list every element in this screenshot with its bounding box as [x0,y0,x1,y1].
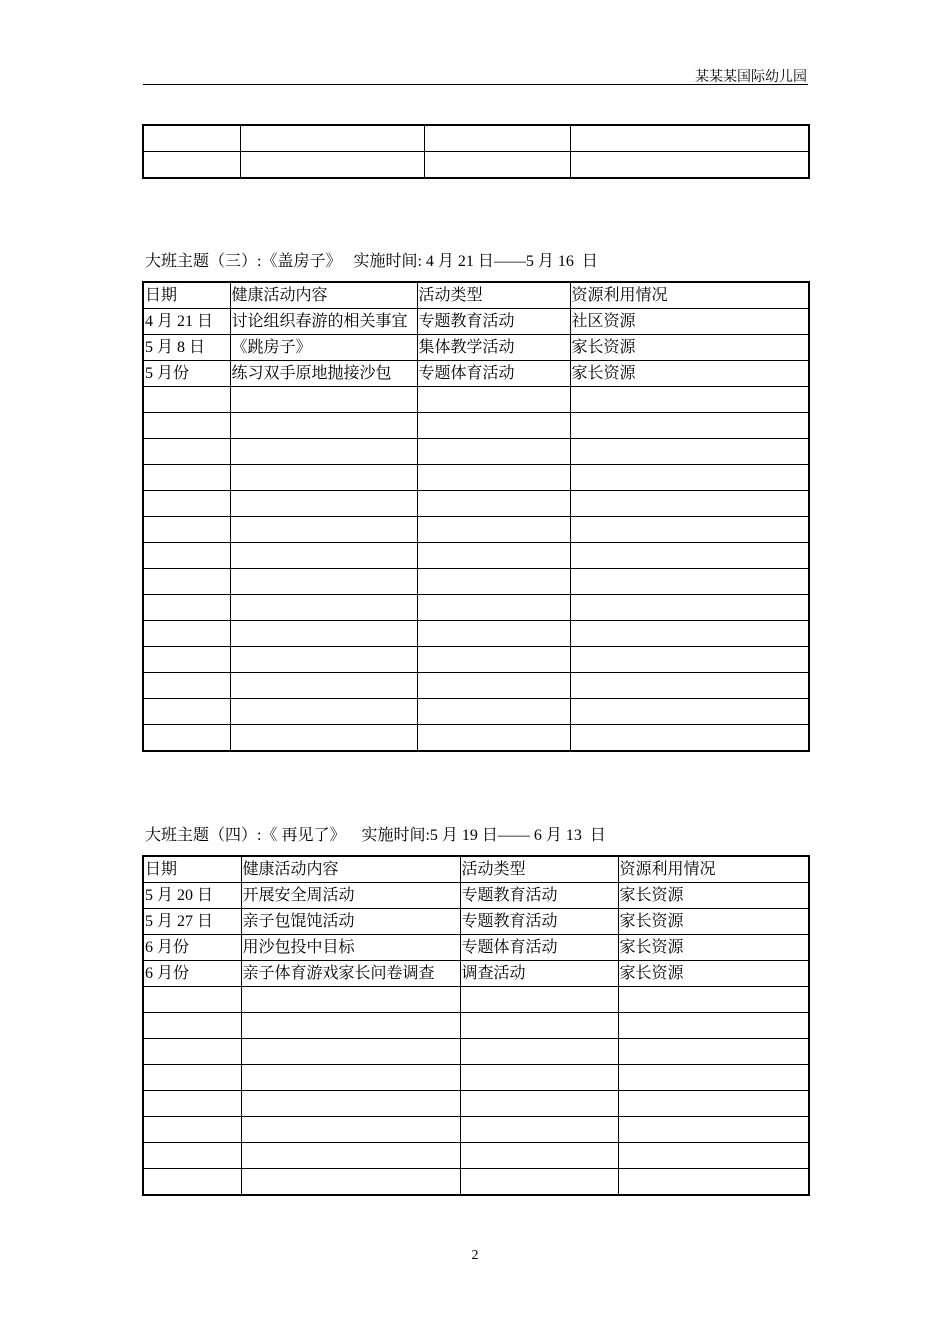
table-cell [417,673,570,699]
table-cell [241,1117,460,1143]
table-cell [570,569,809,595]
table-cell [143,699,230,725]
table-row [143,465,809,491]
table-cell: 专题教育活动 [460,909,618,935]
table-cell [241,1013,460,1039]
table-cell [143,725,230,752]
table-cell: 用沙包投中目标 [241,935,460,961]
table-cell: 健康活动内容 [241,856,460,883]
table-row [143,699,809,725]
table-cell [460,1143,618,1169]
table-cell: 《跳房子》 [230,335,417,361]
table-cell: 5 月份 [143,361,230,387]
table-cell [417,465,570,491]
header-school-name: 某某某国际幼儿园 [695,70,807,85]
table-row [143,125,809,152]
table-cell [417,725,570,752]
table-row [143,1117,809,1143]
table-cell: 家长资源 [618,935,809,961]
table-row [143,517,809,543]
table-cell [143,673,230,699]
table-cell: 亲子体育游戏家长问卷调查 [241,961,460,987]
table-header-row [143,856,809,883]
table-cell [417,595,570,621]
table-row [143,335,809,361]
table-cell: 日期 [143,282,230,309]
table-cell: 专题教育活动 [417,309,570,335]
table-cell: 家长资源 [570,335,809,361]
table-row [143,673,809,699]
table-cell: 4 月 21 日 [143,309,230,335]
table-cell [570,413,809,439]
table-row [143,361,809,387]
section-title-theme-4: 大班主题（四）:《 再见了》 实施时间:5 月 19 日—— 6 月 13 日 [145,827,606,844]
table-cell: 资源利用情况 [570,282,809,309]
table-row [143,1169,809,1196]
table-cell: 活动类型 [417,282,570,309]
table-row [143,1091,809,1117]
table-cell [460,987,618,1013]
table-cell: 亲子包馄饨活动 [241,909,460,935]
table-cell: 专题教育活动 [460,883,618,909]
table-cell [230,517,417,543]
table-cell [230,569,417,595]
table-cell [570,699,809,725]
table-row [143,1143,809,1169]
table-cell [143,1039,241,1065]
table-cell: 6 月份 [143,961,241,987]
table-cell [143,595,230,621]
table-cell [570,673,809,699]
table-cell [143,987,241,1013]
table-row [143,543,809,569]
table-cell [570,647,809,673]
table-cell [240,152,424,179]
table-row [143,1065,809,1091]
table-cell [570,595,809,621]
table-cell [143,125,240,152]
table-cell [230,725,417,752]
table-cell [143,439,230,465]
table-cell: 开展安全周活动 [241,883,460,909]
table-cell [143,1065,241,1091]
table-cell [143,1013,241,1039]
table-cell: 家长资源 [618,883,809,909]
table-cell [230,673,417,699]
table-cell [460,1039,618,1065]
table-cell [570,465,809,491]
table-cell [570,152,809,179]
table-cell [143,1117,241,1143]
table-cell: 家长资源 [570,361,809,387]
table-cell [417,621,570,647]
page-number: 2 [471,1248,479,1263]
activity-table-theme-4 [142,855,810,1196]
table-cell [618,987,809,1013]
table-cell [143,387,230,413]
table-cell [424,152,570,179]
table-cell: 专题体育活动 [417,361,570,387]
table-cell [230,595,417,621]
table-row [143,935,809,961]
table-cell [143,1143,241,1169]
table-cell [230,465,417,491]
table-cell [570,543,809,569]
table-cell [241,1039,460,1065]
table-cell: 5 月 20 日 [143,883,241,909]
continuation-table [142,124,810,179]
table-row [143,569,809,595]
table-cell [460,1169,618,1196]
table-row [143,387,809,413]
table-cell: 5 月 8 日 [143,335,230,361]
table-cell [417,543,570,569]
table-row [143,1039,809,1065]
table-cell [230,491,417,517]
table-row [143,883,809,909]
table-cell [570,621,809,647]
table-cell [618,1039,809,1065]
table-header-row [143,282,809,309]
table-cell [143,569,230,595]
table-cell: 家长资源 [618,909,809,935]
header-divider [143,84,808,85]
table-cell [460,1117,618,1143]
table-cell [143,543,230,569]
table-cell: 6 月份 [143,935,241,961]
table-cell [230,543,417,569]
table-cell [143,152,240,179]
table-row [143,309,809,335]
table-cell: 专题体育活动 [460,935,618,961]
table-cell: 社区资源 [570,309,809,335]
table-row [143,152,809,179]
table-row [143,1013,809,1039]
table-cell [241,1169,460,1196]
table-cell: 5 月 27 日 [143,909,241,935]
table-cell [143,621,230,647]
table-cell [460,1013,618,1039]
table-row [143,491,809,517]
table-cell [230,439,417,465]
table-cell [241,1065,460,1091]
table-cell: 健康活动内容 [230,282,417,309]
table-cell [417,439,570,465]
table-cell [241,1091,460,1117]
table-row [143,595,809,621]
table-cell: 活动类型 [460,856,618,883]
table-cell [417,387,570,413]
table-cell [230,647,417,673]
table-row [143,961,809,987]
table-cell [570,491,809,517]
table-cell [618,1013,809,1039]
table-cell [618,1091,809,1117]
table-cell [143,1169,241,1196]
table-cell [570,439,809,465]
table-cell [417,517,570,543]
table-row [143,647,809,673]
table-cell [618,1169,809,1196]
table-cell [417,647,570,673]
table-row [143,439,809,465]
table-cell [460,1065,618,1091]
table-cell [417,491,570,517]
table-cell [143,517,230,543]
table-cell [241,987,460,1013]
table-cell [618,1065,809,1091]
table-cell [570,725,809,752]
table-cell [143,465,230,491]
table-cell: 集体教学活动 [417,335,570,361]
table-cell [417,413,570,439]
table-cell [460,1091,618,1117]
table-cell [570,125,809,152]
table-cell [241,1143,460,1169]
table-cell [230,387,417,413]
table-cell [230,621,417,647]
table-cell: 家长资源 [618,961,809,987]
table-cell: 资源利用情况 [618,856,809,883]
table-cell [230,699,417,725]
section-title-theme-3: 大班主题（三）:《盖房子》 实施时间: 4 月 21 日——5 月 16 日 [145,253,598,270]
table-cell [618,1143,809,1169]
table-cell [240,125,424,152]
table-row [143,987,809,1013]
table-cell [417,569,570,595]
table-row [143,621,809,647]
table-cell: 调查活动 [460,961,618,987]
activity-table-theme-3 [142,281,810,752]
table-cell [424,125,570,152]
table-row [143,909,809,935]
table-cell [570,517,809,543]
table-cell [143,413,230,439]
table-cell [417,699,570,725]
table-row [143,413,809,439]
table-row [143,725,809,752]
table-cell [143,491,230,517]
table-cell [143,1091,241,1117]
table-cell: 练习双手原地抛接沙包 [230,361,417,387]
table-cell [143,647,230,673]
table-cell [570,387,809,413]
table-cell: 讨论组织春游的相关事宜 [230,309,417,335]
table-cell [230,413,417,439]
table-cell [618,1117,809,1143]
table-cell: 日期 [143,856,241,883]
